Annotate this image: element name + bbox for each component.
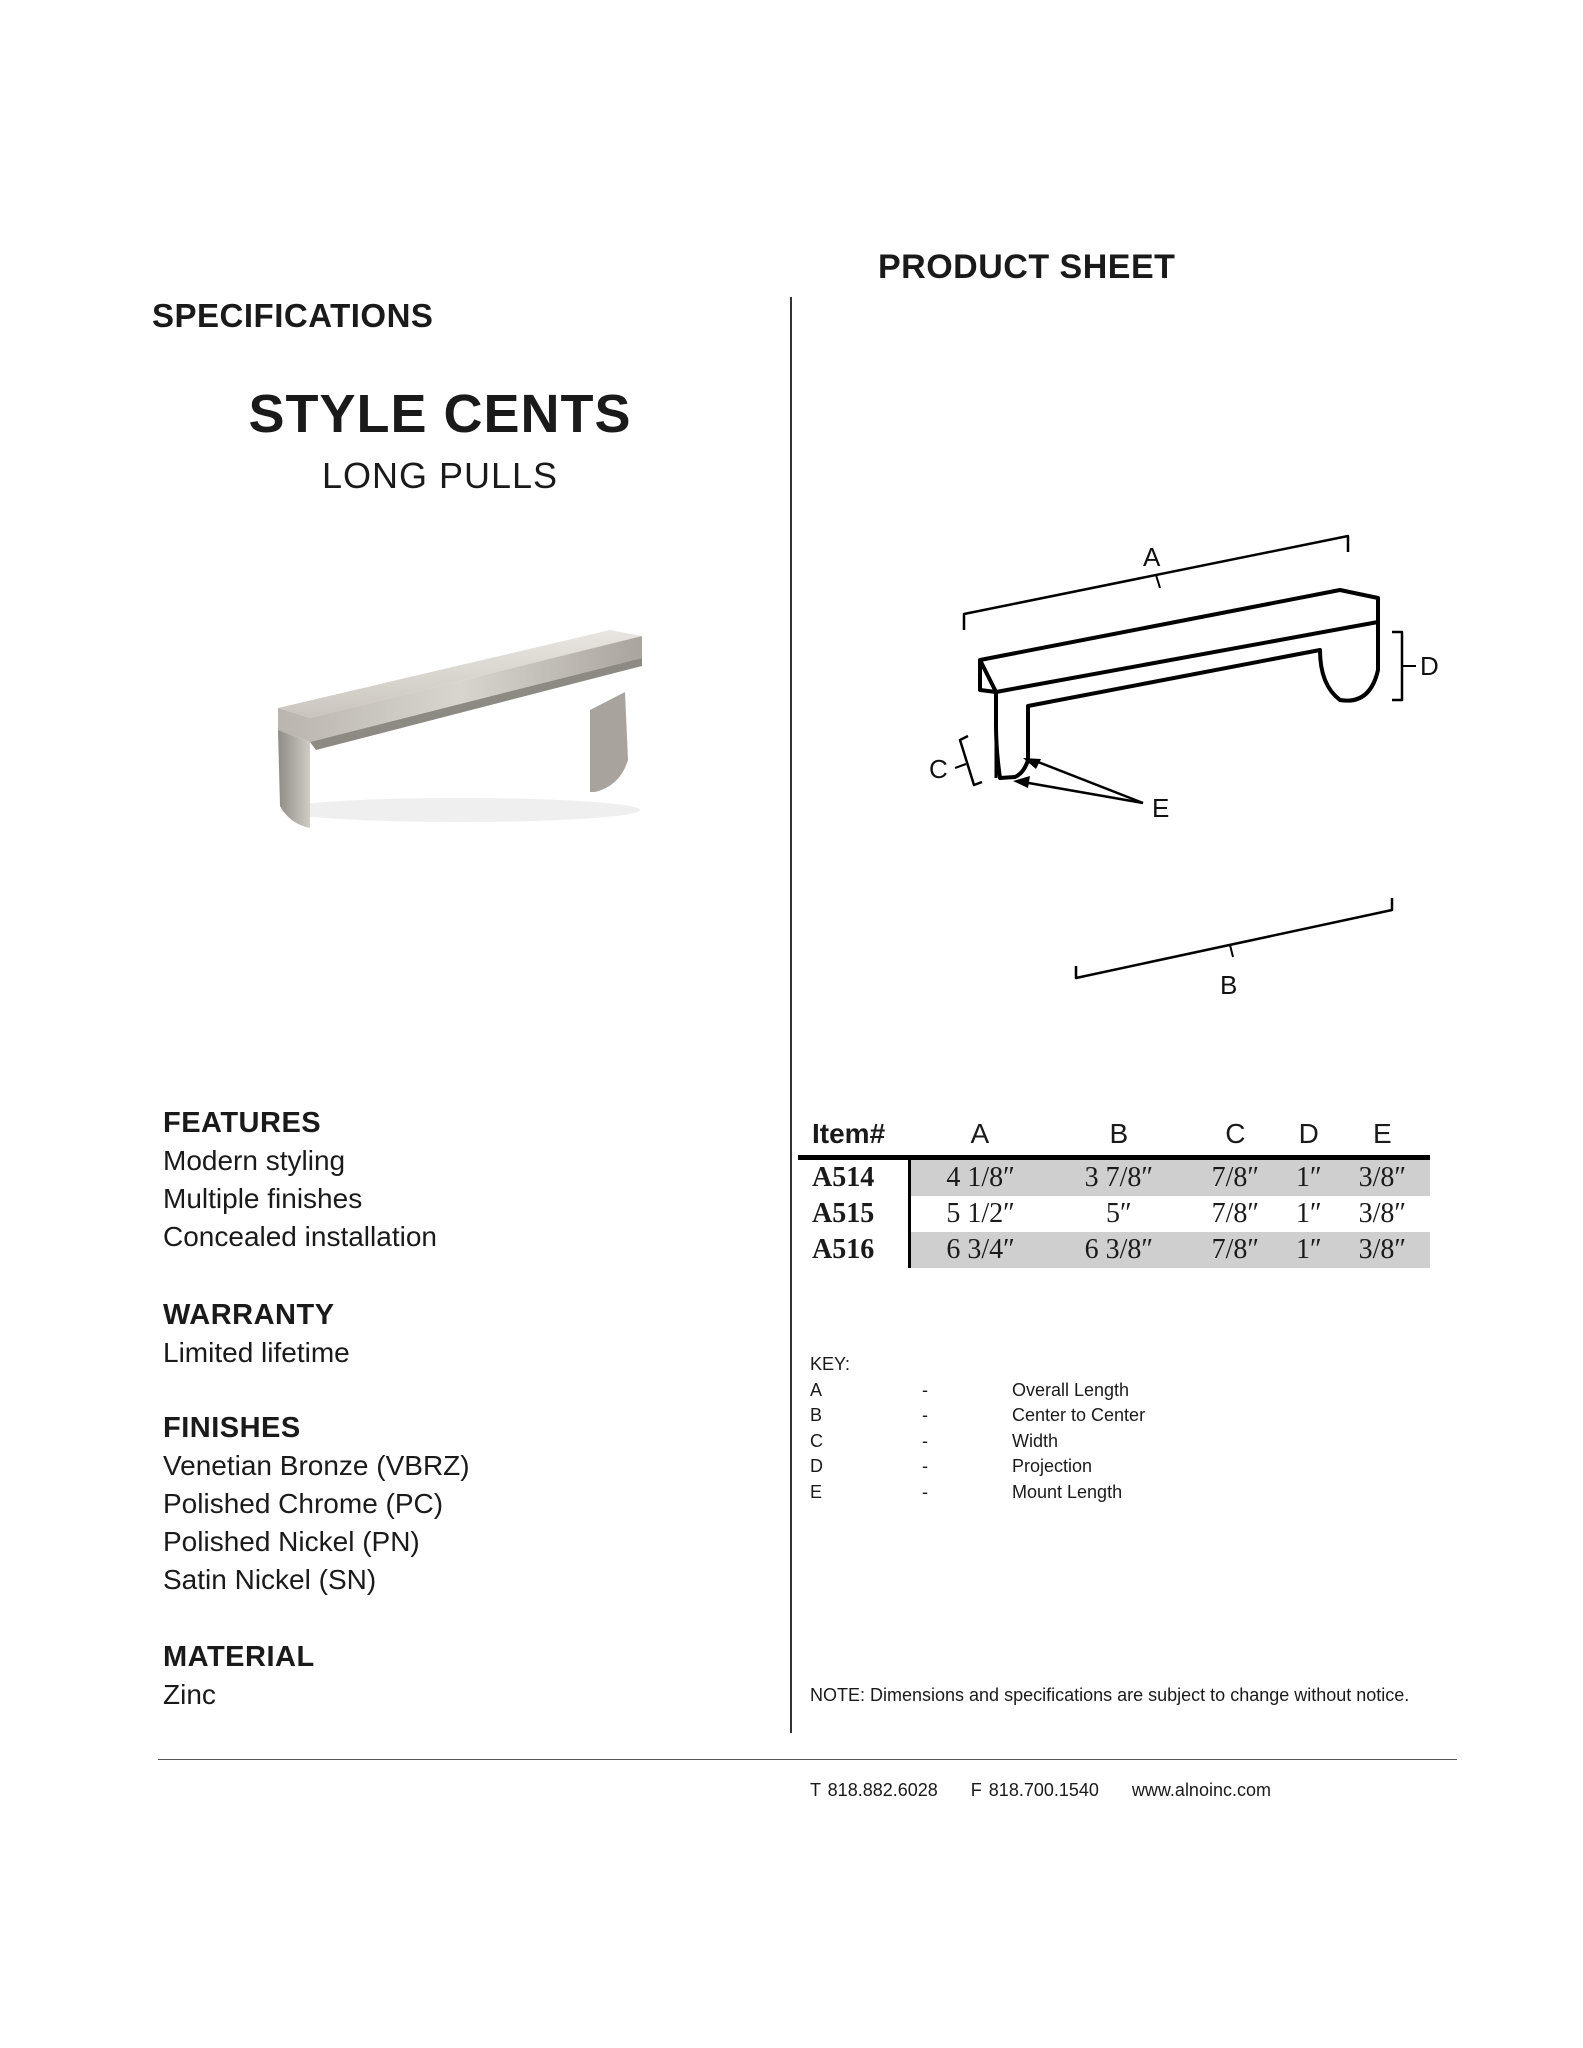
table-header: Item# [798, 1113, 910, 1158]
key-description: Overall Length [1012, 1379, 1130, 1400]
table-row [798, 1158, 1430, 1197]
key-letter: E [810, 1481, 823, 1502]
finish-item: Venetian Bronze (VBRZ) [163, 1450, 470, 1481]
key-entry [810, 1429, 1145, 1455]
key-dash: - [922, 1456, 928, 1476]
table-header: B [1050, 1113, 1188, 1158]
key-letter: C [810, 1430, 823, 1451]
footer-divider [158, 1759, 1457, 1760]
footer-contact [810, 1780, 1297, 1801]
table-cell: 6 3/4″ [910, 1232, 1051, 1268]
footer-fax: F 818.700.1540 [970, 1780, 1099, 1800]
table-cell: A515 [798, 1196, 910, 1232]
product-name: STYLE CENTS [248, 384, 632, 444]
specifications-title: SPECIFICATIONS [152, 297, 434, 334]
key-letter: B [810, 1405, 823, 1425]
table-cell: 1″ [1283, 1158, 1335, 1197]
table-row [798, 1232, 1430, 1268]
table-cell: A514 [798, 1158, 910, 1197]
table-cell: 7/8″ [1211, 1198, 1260, 1229]
key-description: Mount Length [1012, 1481, 1123, 1502]
key-description: Width [1012, 1430, 1059, 1451]
feature-item: Modern styling [163, 1145, 346, 1176]
key-letter: D [810, 1456, 823, 1476]
footer-phone: T 818.882.6028 [810, 1780, 938, 1800]
diagram-label-e: E [1152, 793, 1170, 823]
diagram-label-b: B [1220, 970, 1238, 1000]
dimension-table [798, 1113, 1430, 1268]
table-row [798, 1196, 1430, 1232]
table-header: E [1335, 1113, 1430, 1158]
table-cell: A516 [798, 1232, 910, 1268]
table-cell: 4 1/8″ [910, 1158, 1051, 1197]
table-header-row [798, 1113, 1430, 1158]
column-divider [790, 297, 792, 1733]
warranty-item: Limited lifetime [163, 1337, 350, 1368]
table-cell: 3/8″ [1335, 1232, 1430, 1268]
features-heading: FEATURES [163, 1107, 322, 1139]
key-description: Projection [1012, 1456, 1093, 1476]
table-cell: 5 1/2″ [946, 1198, 1015, 1229]
table-header: C [1188, 1113, 1283, 1158]
key-description: Center to Center [1012, 1405, 1146, 1425]
material-section [163, 1638, 315, 1714]
warranty-section [163, 1296, 350, 1372]
table-header: A [910, 1113, 1051, 1158]
product-subtitle: LONG PULLS [321, 455, 559, 496]
footer-website-link[interactable]: www.alnoinc.com [1131, 1780, 1271, 1800]
key-letter: A [810, 1379, 823, 1400]
table-cell: 3/8″ [1335, 1158, 1430, 1197]
table-cell: 7/8″ [1188, 1232, 1283, 1268]
feature-item: Multiple finishes [163, 1183, 363, 1214]
cabinet-pull-photo [250, 610, 670, 840]
dimension-diagram [900, 510, 1460, 1030]
disclaimer-note: NOTE: Dimensions and specifications are subject to change without notice. [810, 1685, 1410, 1705]
key-entry [810, 1480, 1145, 1506]
key-entry [810, 1378, 1145, 1404]
warranty-heading: WARRANTY [163, 1299, 335, 1331]
finishes-section [163, 1409, 470, 1599]
material-heading: MATERIAL [163, 1641, 315, 1673]
table-cell: 7/8″ [1188, 1158, 1283, 1197]
finish-item: Satin Nickel (SN) [163, 1564, 377, 1595]
finish-item: Polished Chrome (PC) [163, 1488, 444, 1519]
key-dash: - [922, 1481, 928, 1502]
feature-item: Concealed installation [163, 1221, 437, 1252]
key-dash: - [922, 1430, 928, 1451]
diagram-label-d: D [1420, 651, 1439, 681]
features-section [163, 1104, 437, 1256]
diagram-label-a: A [1143, 542, 1161, 572]
diagram-label-c: C [929, 754, 948, 784]
key-legend [810, 1352, 1145, 1505]
finishes-heading: FINISHES [163, 1412, 301, 1444]
key-title: KEY: [810, 1354, 851, 1374]
material-item: Zinc [163, 1679, 216, 1710]
table-cell: 1″ [1283, 1232, 1335, 1268]
table-cell: 1″ [1295, 1198, 1322, 1229]
finish-item: Polished Nickel (PN) [163, 1526, 420, 1557]
key-dash: - [922, 1405, 928, 1425]
key-entry [810, 1454, 1145, 1480]
table-cell: 5″ [1106, 1198, 1132, 1229]
key-entry [810, 1403, 1145, 1429]
table-header: D [1283, 1113, 1335, 1158]
table-cell: 3 7/8″ [1050, 1158, 1188, 1197]
product-sheet-title: PRODUCT SHEET [878, 248, 1176, 286]
table-cell: 3/8″ [1358, 1198, 1407, 1229]
table-cell: 6 3/8″ [1050, 1232, 1188, 1268]
key-dash: - [922, 1379, 928, 1400]
